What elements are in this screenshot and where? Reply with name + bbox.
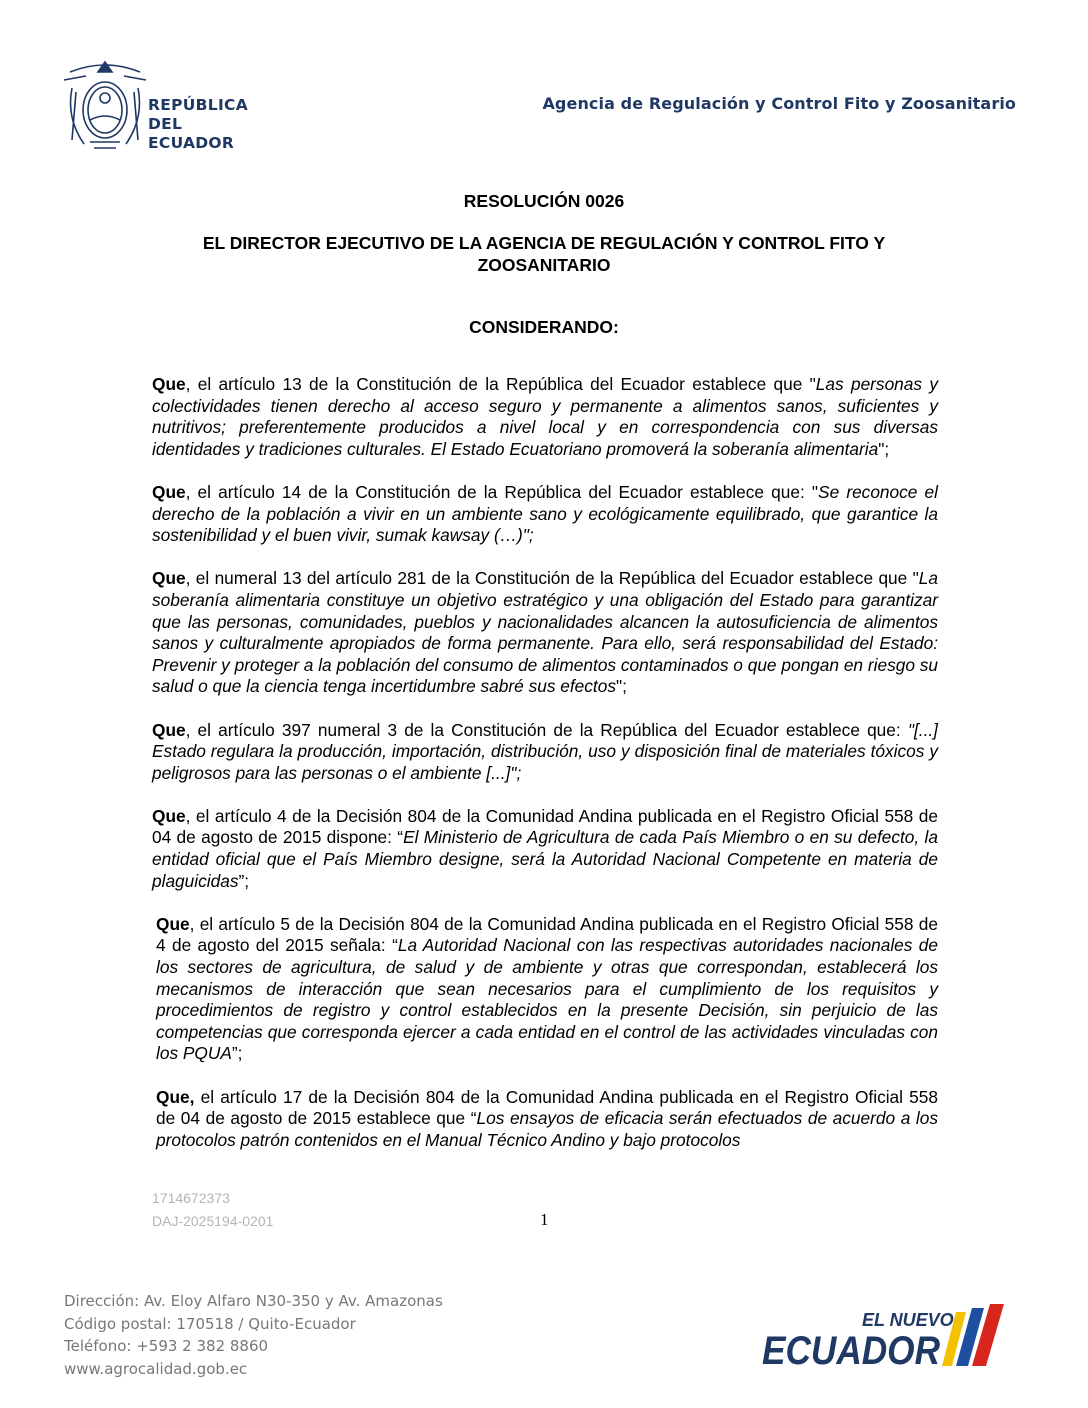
paragraph-4: Que, el artículo 397 numeral 3 de la Constitución de la República del Ecuador establece que: "[...] Estado regulara la producción, importación, distribución, uso y disposición final de materiales tóxicos y peligrosos para las personas o el ambiente [...]"; bbox=[152, 719, 938, 783]
paragraph-7: Que, el artículo 17 de la Decisión 804 de la Comunidad Andina publicada en el Registro Oficial 558 de 04 de agosto de 2015 establece que “Los ensayos de eficacia serán efectuados de acuerdo a los protocolos patrón contenidos en el Manual Técnico Andino y bajo protocolos bbox=[156, 1086, 938, 1150]
resolution-subtitle: EL DIRECTOR EJECUTIVO DE LA AGENCIA DE REGULACIÓN Y CONTROL FITO Y ZOOSANITARIO bbox=[202, 233, 886, 275]
section-heading: CONSIDERANDO: bbox=[469, 317, 619, 337]
footer-postal: Código postal: 170518 / Quito-Ecuador bbox=[64, 1314, 356, 1333]
brand-big-text: ECUADOR bbox=[762, 1329, 941, 1373]
el-nuevo-ecuador-logo bbox=[760, 1302, 1020, 1374]
agency-name: Agencia de Regulación y Control Fito y Zoosanitario bbox=[542, 94, 1016, 113]
logo-text bbox=[148, 96, 260, 153]
paragraph-6: Que, el artículo 5 de la Decisión 804 de la Comunidad Andina publicada en el Registro Oficial 558 de 4 de agosto del 2015 señala: “La Autoridad Nacional con las respectivas autoridades nacionales de los sectores de agricultura, de salud y de ambiente y otras que correspondan, establecerá los mecanismos de interacción que sean necesarios para el cumplimiento de los requisitos y procedimientos de registro y control establecidos en la presente Decisión, sin perjuicio de las competencias que corresponda ejercer a cada entidad en el control de las actividades vinculadas con los PQUA”; bbox=[156, 913, 938, 1064]
coat-of-arms-icon bbox=[60, 58, 150, 156]
paragraph-5: Que, el artículo 4 de la Decisión 804 de la Comunidad Andina publicada en el Registro Oficial 558 de 04 de agosto de 2015 dispone: “El Ministerio de Agricultura de cada País Miembro o en su defecto, la entidad oficial que el País Miembro designe, será la Autoridad Nacional Competente en materia de plaguicidas”; bbox=[152, 805, 938, 891]
document-code-2: DAJ-2025194-0201 bbox=[152, 1213, 274, 1229]
coat-of-arms-logo bbox=[60, 58, 260, 156]
brand-logo-icon bbox=[760, 1302, 1020, 1374]
footer-contact bbox=[64, 1290, 443, 1380]
page-number: 1 bbox=[540, 1210, 549, 1229]
document-code-1: 1714672373 bbox=[152, 1190, 230, 1206]
footer-address: Dirección: Av. Eloy Alfaro N30-350 y Av. Amazonas bbox=[64, 1292, 443, 1310]
logo-line2: DEL ECUADOR bbox=[148, 115, 235, 152]
paragraph-1: Que, el artículo 13 de la Constitución de la República del Ecuador establece que "Las personas y colectividades tienen derecho al acceso seguro y permanente a alimentos sanos, suficientes y nutritivos; preferentemente producidos a nivel local y en correspondencia con sus diversas identidades y tradiciones culturales. El Estado Ecuatoriano promoverá la soberanía alimentaria"; bbox=[152, 374, 938, 459]
paragraph-2: Que, el artículo 14 de la Constitución de la República del Ecuador establece que: "Se reconoce el derecho de la población a vivir en un ambiente sano y ecológicamente equilibrado, que garantice la sostenibilidad y el buen vivir, sumak kawsay (…)"; bbox=[152, 481, 938, 546]
resolution-title: RESOLUCIÓN 0026 bbox=[463, 191, 625, 211]
footer-website[interactable]: www.agrocalidad.gob.ec bbox=[64, 1359, 248, 1378]
logo-line1: REPÚBLICA bbox=[148, 96, 248, 114]
paragraph-3: Que, el numeral 13 del artículo 281 de la Constitución de la República del Ecuador establece que "La soberanía alimentaria constituye un objetivo estratégico y una obligación del Estado para garantizar que las personas, comunidades, pueblos y nacionalidades alcancen la autosuficiencia de alimentos sanos y culturalmente apropiados de forma permanente. Para ello, será responsabilidad del Estado: Prevenir y proteger a la población del consumo de alimentos contaminados o que pongan en riesgo su salud o que la ciencia tenga incertidumbre sabré sus efectos"; bbox=[152, 568, 938, 697]
brand-small-text: EL NUEVO bbox=[862, 1310, 954, 1330]
document-body bbox=[152, 374, 938, 1173]
footer-phone: Teléfono: +593 2 382 8860 bbox=[64, 1337, 269, 1355]
